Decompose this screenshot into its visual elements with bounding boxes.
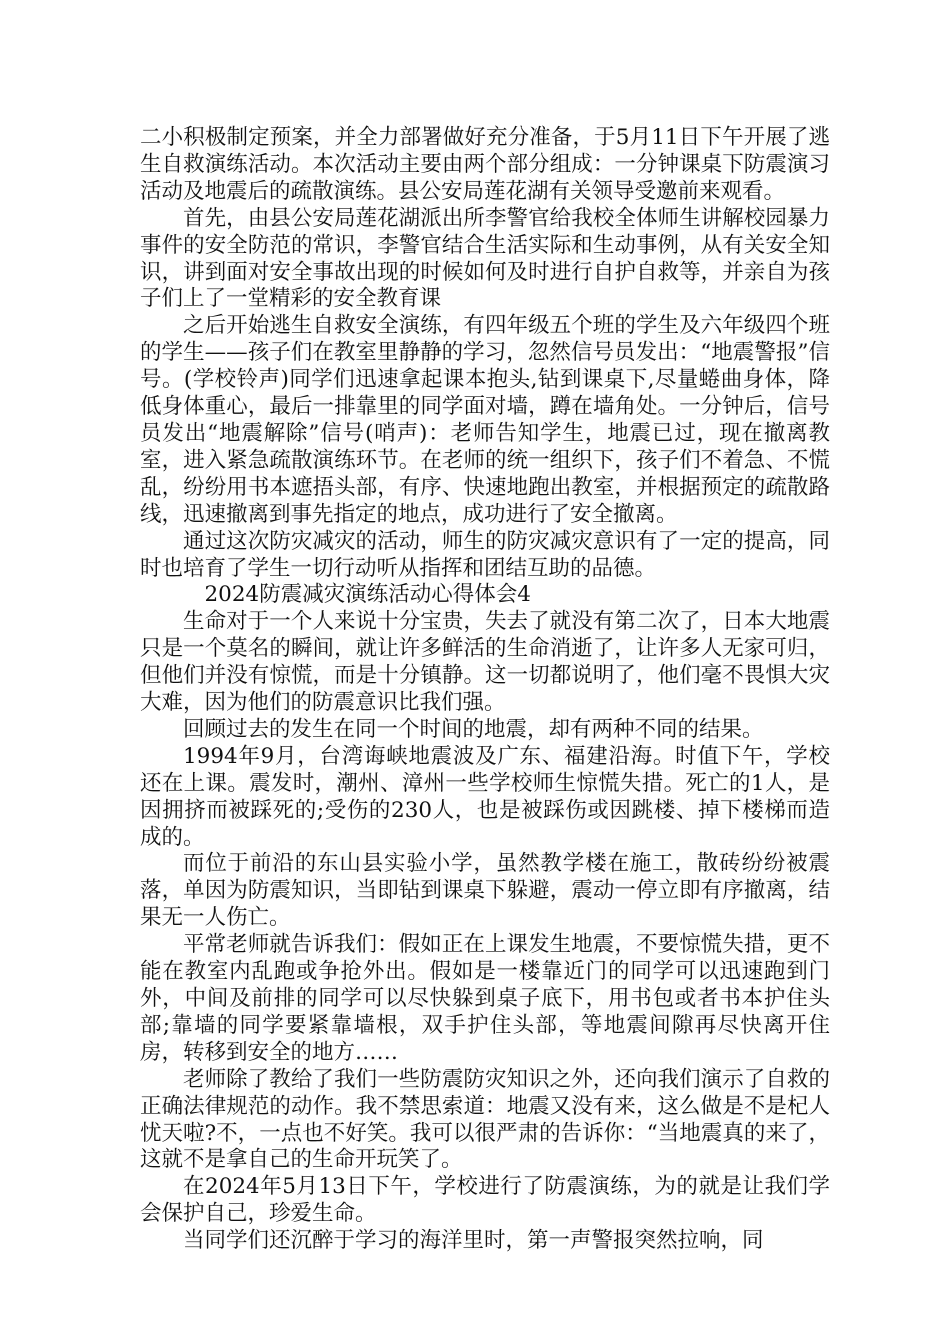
paragraph-11: 在2024年5月13日下午，学校进行了防震演练，为的就是让我们学会保护自己，珍爱生命。 [140,1174,830,1227]
paragraph-10: 老师除了教给了我们一些防震防灾知识之外，还向我们演示了自救的正确法律规范的动作。我不禁思索道：地震又没有来，这么做是不是杞人忧天啦?不，一点也不好笑。我可以很严肃的告诉你：“当地震真的来了，这就不是拿自己的生命开玩笑了。 [140,1066,830,1173]
paragraph-9: 平常老师就告诉我们：假如正在上课发生地震，不要惊慌失措，更不能在教室内乱跑或争抢外出。假如是一楼靠近门的同学可以迅速跑到门外，中间及前排的同学可以尽快躲到桌子底下，用书包或者书本护住头部;靠墙的同学要紧靠墙根，双手护住头部，等地震间隙再尽快离开住房，转移到安全的地方…… [140,932,830,1065]
section-heading: 2024防震减灾演练活动心得体会4 [204,582,531,608]
paragraph-8: 而位于前沿的东山县实验小学，虽然教学楼在施工，散砖纷纷被震落，单因为防震知识，当即钻到课桌下躲避，震动一停立即有序撤离，结果无一人伤亡。 [140,851,830,931]
paragraph-3: 之后开始逃生自救安全演练，有四年级五个班的学生及六年级四个班的学生——孩子们在教室里静静的学习，忽然信号员发出：“地震警报”信号。(学校铃声)同学们迅速拿起课本抱头,钻到课桌下,尽量蜷曲身体，降低身体重心，最后一排靠里的同学面对墙，蹲在墙角处。一分钟后，信号员发出“地震解除”信号(哨声)：老师告知学生，地震已过，现在撤离教室，进入紧急疏散演练环节。在老师的统一组织下，孩子们不着急、不慌乱，纷纷用书本遮捂头部，有序、快速地跑出教室，并根据预定的疏散路线，迅速撤离到事先指定的地点，成功进行了安全撤离。 [140,313,830,527]
paragraph-4: 通过这次防灾减灾的活动，师生的防灾减灾意识有了一定的提高，同时也培育了学生一切行动听从指挥和团结互助的品德。 [140,528,830,581]
paragraph-2: 首先，由县公安局莲花湖派出所李警官给我校全体师生讲解校园暴力事件的安全防范的常识，李警官结合生活实际和生动事例，从有关安全知识，讲到面对安全事故出现的时候如何及时进行自护自救等，并亲自为孩子们上了一堂精彩的安全教育课 [140,205,830,312]
paragraph-6: 回顾过去的发生在同一个时间的地震，却有两种不同的结果。 [183,716,764,742]
paragraph-7: 1994年9月，台湾诲峡地震波及广东、福建沿海。时值下午，学校还在上课。震发时，潮州、漳州一些学校师生惊慌失措。死亡的1人，是因拥挤而被踩死的;受伤的230人，也是被踩伤或因跳楼、掉下楼梯而造成的。 [140,743,830,850]
paragraph-5: 生命对于一个人来说十分宝贵，失去了就没有第二次了，日本大地震只是一个莫名的瞬间，就让许多鲜活的生命消逝了，让许多人无家可归，但他们并没有惊慌，而是十分镇静。这一切都说明了，他们毫不畏惧大灾大难，因为他们的防震意识比我们强。 [140,609,830,716]
paragraph-12: 当同学们还沉醉于学习的海洋里时，第一声警报突然拉响，同 [183,1228,764,1254]
paragraph-1: 二小积极制定预案，并全力部署做好充分准备，于5月11日下午开展了逃生自救演练活动。本次活动主要由两个部分组成：一分钟课桌下防震演习活动及地震后的疏散演练。县公安局莲花湖有关领导受邀前来观看。 [140,125,830,204]
document-page [140,125,830,1255]
